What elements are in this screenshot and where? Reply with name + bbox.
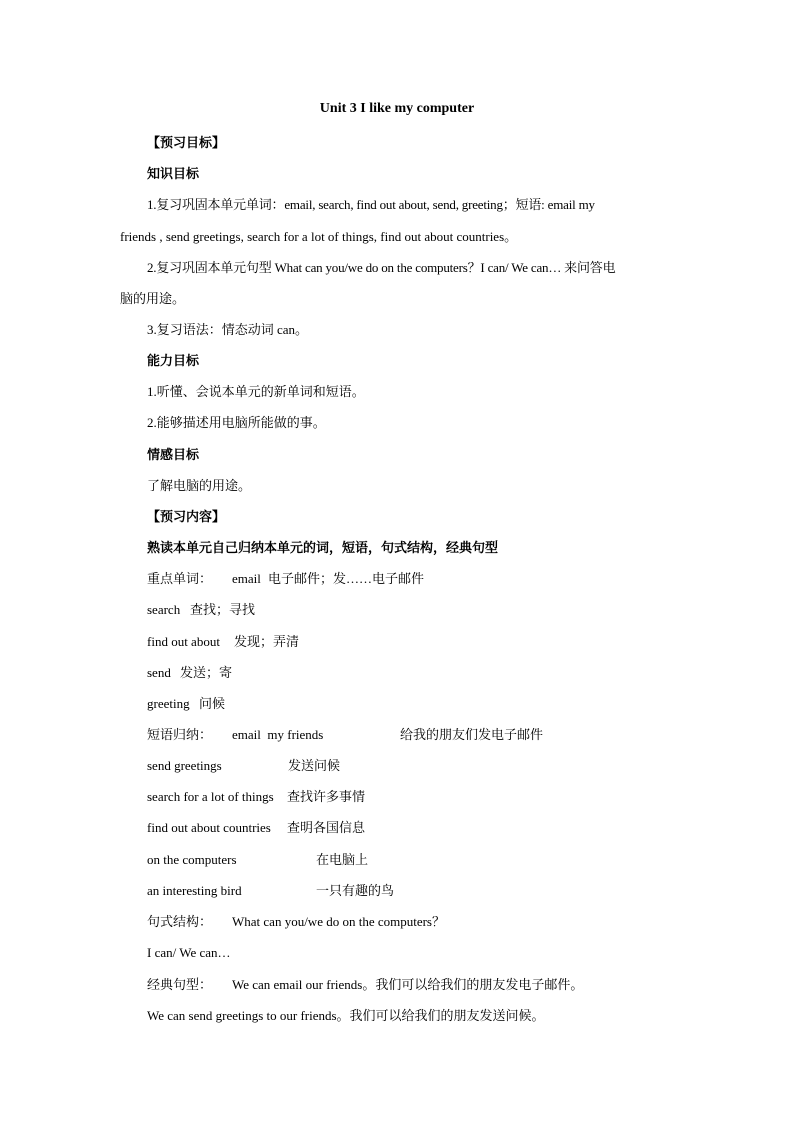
word-2-en: find out about bbox=[147, 634, 220, 649]
phrase-2-en: search for a lot of things bbox=[147, 789, 274, 804]
classic-label: 经典句型： bbox=[147, 977, 213, 992]
word-3-en: send bbox=[147, 665, 171, 680]
emotion-goals-heading: 情感目标 bbox=[147, 447, 200, 462]
phrase-5-en: an interesting bird bbox=[147, 883, 242, 898]
knowledge-item-1-line-1: 1.复习巩固本单元单词：email, search, find out about, send, greeting；短语: email my bbox=[147, 197, 595, 212]
word-2-zh: 发现；弄清 bbox=[234, 634, 300, 649]
phrase-1-zh: 发送问候 bbox=[288, 758, 341, 773]
phrase-3-en: find out about countries bbox=[147, 820, 271, 835]
classic-sentence-1: We can email our friends。我们可以给我们的朋友发电子邮件。 bbox=[232, 977, 584, 992]
word-4-en: greeting bbox=[147, 696, 190, 711]
knowledge-item-2-line-2: 脑的用途。 bbox=[120, 291, 186, 306]
phrase-5-zh: 一只有趣的鸟 bbox=[316, 883, 395, 898]
classic-sentence-2: We can send greetings to our friends。我们可以给我们的朋友发送问候。 bbox=[147, 1008, 545, 1023]
phrase-4-zh: 在电脑上 bbox=[316, 852, 369, 867]
phrase-0-en: email my friends bbox=[232, 727, 324, 742]
word-4-zh: 问候 bbox=[199, 696, 226, 711]
phrase-3-zh: 查明各国信息 bbox=[287, 820, 366, 835]
knowledge-item-3: 3.复习语法：情态动词 can。 bbox=[147, 322, 309, 337]
phrase-2-zh: 查找许多事情 bbox=[287, 789, 366, 804]
document-title: Unit 3 I like my computer bbox=[319, 101, 475, 116]
structure-answer: I can/ We can… bbox=[147, 945, 231, 960]
words-label: 重点单词： bbox=[147, 571, 213, 586]
preview-content-intro: 熟读本单元自己归纳本单元的词，短语，句式结构，经典句型 bbox=[147, 540, 499, 555]
word-1-zh: 查找；寻找 bbox=[190, 602, 256, 617]
emotion-item-1: 了解电脑的用途。 bbox=[147, 478, 252, 493]
structure-label: 句式结构： bbox=[147, 914, 213, 929]
preview-goals-heading: 【预习目标】 bbox=[147, 135, 226, 150]
knowledge-item-1-line-2: friends , send greetings, search for a lot of things, find out about countries。 bbox=[120, 229, 518, 244]
phrases-label: 短语归纳： bbox=[147, 727, 213, 742]
word-1-en: search bbox=[147, 602, 181, 617]
ability-item-2: 2.能够描述用电脑所能做的事。 bbox=[147, 415, 326, 430]
phrase-1-en: send greetings bbox=[147, 758, 222, 773]
structure-question: What can you/we do on the computers？ bbox=[232, 914, 445, 929]
knowledge-item-2-line-1: 2.复习巩固本单元句型 What can you/we do on the computers？I can/ We can… 来问答电 bbox=[147, 260, 616, 275]
word-0-zh: 电子邮件；发……电子邮件 bbox=[268, 571, 425, 586]
word-0-en: email bbox=[232, 571, 261, 586]
phrase-0-zh: 给我的朋友们发电子邮件 bbox=[400, 727, 544, 742]
knowledge-goals-heading: 知识目标 bbox=[147, 166, 200, 181]
phrase-4-en: on the computers bbox=[147, 852, 237, 867]
ability-item-1: 1.听懂、会说本单元的新单词和短语。 bbox=[147, 384, 365, 399]
ability-goals-heading: 能力目标 bbox=[147, 353, 200, 368]
preview-content-heading: 【预习内容】 bbox=[147, 509, 226, 524]
word-3-zh: 发送；寄 bbox=[180, 665, 233, 680]
